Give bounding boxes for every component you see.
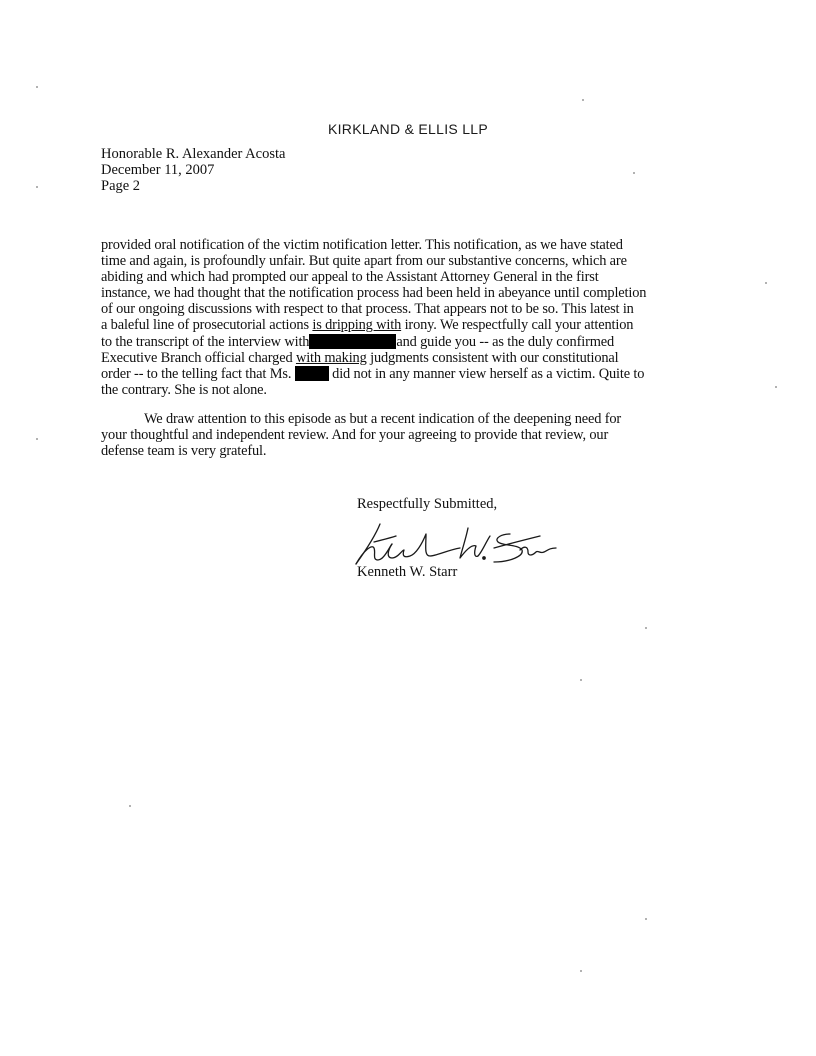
date-line: December 11, 2007 [101, 162, 215, 178]
paragraph-2-line-1: We draw attention to this episode as but a recent indication of the deepening need for [144, 411, 622, 427]
page-number: Page 2 [101, 178, 141, 194]
paragraph-1 [101, 237, 661, 398]
underlined-text: is dripping with [312, 317, 402, 334]
text-segment: judgments consistent with our constitutional [366, 349, 619, 366]
scan-speck [582, 99, 584, 101]
paragraph-2 [101, 411, 661, 459]
scan-speck [633, 172, 635, 174]
text-segment: irony. We respectfully call your attention [401, 317, 634, 334]
scan-speck [580, 970, 582, 972]
text-segment: did not in any manner view herself as a victim. Quite to [328, 365, 645, 382]
letterhead-firm-name: KIRKLAND & ELLIS LLP [327, 121, 489, 137]
handwritten-signature [352, 520, 562, 568]
paragraph-1-line-2: time and again, is profoundly unfair. But quite apart from our substantive concerns, which are [101, 253, 627, 270]
address-block [101, 146, 285, 194]
paragraph-1-line-1: provided oral notification of the victim notification letter. This notification, as we have stated [101, 237, 623, 253]
paragraph-1-line-8 [101, 350, 661, 366]
underlined-text: with making [295, 349, 367, 366]
redaction-box [295, 366, 329, 381]
paragraph-1-line-5: of our ongoing discussions with respect to that process. That appears not to be so. This latest in [101, 301, 634, 318]
scan-speck [36, 438, 38, 440]
signer-name: Kenneth W. Starr [357, 564, 458, 580]
text-segment: to the transcript of the interview with [101, 333, 310, 350]
paragraph-1-line-10: the contrary. She is not alone. [101, 381, 267, 398]
closing-salutation: Respectfully Submitted, [357, 496, 498, 512]
paragraph-2-line-3: defense team is very grateful. [101, 443, 267, 460]
scan-speck [775, 386, 777, 388]
paragraph-1-line-9 [101, 366, 661, 382]
scan-speck [36, 186, 38, 188]
text-segment: a baleful line of prosecutorial actions [101, 317, 313, 334]
text-segment: order -- to the telling fact that Ms. [101, 365, 295, 382]
paragraph-1-line-3: abiding and which had prompted our appeal to the Assistant Attorney General in the first [101, 269, 599, 286]
scan-speck [645, 627, 647, 629]
paragraph-1-line-7 [101, 334, 661, 350]
scan-speck [580, 679, 582, 681]
scan-speck [645, 918, 647, 920]
redaction-box [309, 334, 396, 349]
paragraph-2-line-2: your thoughtful and independent review. And for your agreeing to provide that review, our [101, 427, 609, 444]
scan-speck [36, 86, 38, 88]
scan-speck [129, 805, 131, 807]
text-segment: Executive Branch official charged [101, 349, 296, 366]
text-segment: and guide you -- as the duly confirmed [396, 333, 615, 350]
paragraph-1-line-6 [101, 317, 661, 333]
recipient-line: Honorable R. Alexander Acosta [101, 146, 286, 162]
paragraph-1-line-4: instance, we had thought that the notification process had been held in abeyance until completion [101, 285, 647, 302]
scan-speck [765, 282, 767, 284]
